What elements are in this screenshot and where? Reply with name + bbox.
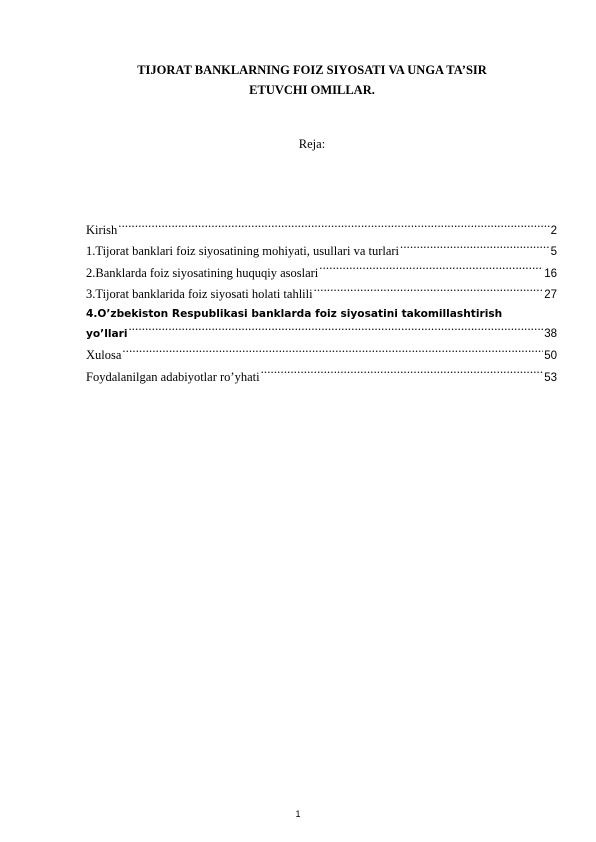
toc-entry-chapter-1[interactable]: [86, 241, 557, 262]
table-of-contents: [86, 220, 557, 388]
toc-dot-leader: [314, 285, 544, 298]
toc-entry-text: Foydalanilgan adabiyotlar ro’yhati: [86, 369, 260, 384]
page-number: 1: [295, 809, 301, 819]
toc-entry-chapter-4-line-2[interactable]: [86, 324, 557, 345]
toc-entry-text: Xulosa: [86, 348, 122, 363]
toc-page-number: 50: [544, 350, 557, 363]
toc-entry-text: 1.Tijorat banklari foiz siyosatining mohiyati, usullari va turlari: [86, 244, 400, 259]
plan-heading: Reja:: [298, 137, 326, 151]
toc-entry-conclusion[interactable]: [86, 345, 557, 366]
document-title-line-1: TIJORAT BANKLARNING FOIZ SIYOSATI VA UNGA TA’SIR: [137, 63, 487, 77]
toc-entry-text: yo’llari: [86, 328, 128, 341]
toc-dot-leader: [400, 243, 550, 256]
toc-entry-text: 3.Tijorat banklarida foiz siyosati holati tahlili: [86, 286, 313, 301]
toc-entry-chapter-2[interactable]: [86, 263, 557, 284]
toc-dot-leader: [118, 222, 549, 235]
toc-entry-text: Kirish: [86, 223, 118, 237]
document-title-line-2: ETUVCHI OMILLAR.: [249, 83, 375, 97]
toc-page-number: 2: [550, 225, 557, 237]
toc-page-number: 53: [544, 371, 557, 384]
toc-entry-chapter-3[interactable]: [86, 284, 557, 305]
toc-entry-chapter-4-line-1[interactable]: [86, 305, 557, 324]
toc-entry-introduction[interactable]: [86, 220, 557, 241]
toc-dot-leader: [319, 264, 543, 277]
toc-page-number: 27: [544, 288, 557, 301]
toc-page-number: 16: [544, 267, 557, 280]
toc-dot-leader: [261, 368, 544, 381]
toc-page-number: 38: [544, 328, 557, 341]
toc-entry-references[interactable]: [86, 367, 557, 388]
toc-page-number: 5: [550, 246, 557, 259]
toc-dot-leader: [122, 347, 543, 360]
toc-entry-text: 2.Banklarda foiz siyosatining huquqiy asoslari: [86, 265, 319, 280]
toc-entry-text: 4.O’zbekiston Respublikasi banklarda foiz siyosatini takomillashtirish: [86, 308, 503, 321]
toc-dot-leader: [128, 325, 543, 338]
